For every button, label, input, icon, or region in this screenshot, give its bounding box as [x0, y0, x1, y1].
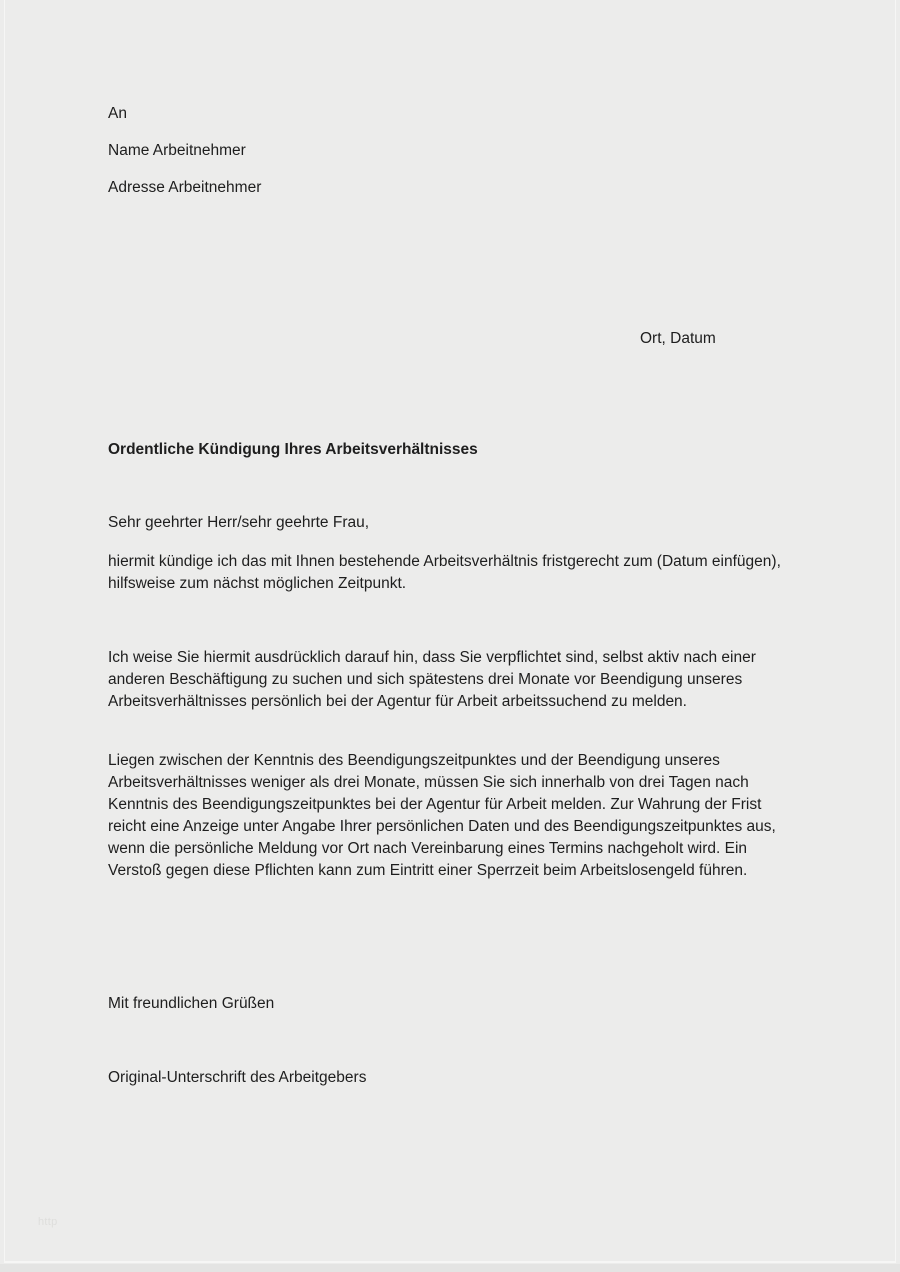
body-paragraph-obligation: Ich weise Sie hiermit ausdrücklich darauf hin, dass Sie verpflichtet sind, selbst aktiv nach einer anderen Beschäftigung zu suchen und sich spätestens drei Monate vor Beendigung unseres Arbeitsverhältnisses persönlich bei der Agentur für Arbeit arbeitssuchend zu melden.	[108, 649, 756, 710]
subject-line: Ordentliche Kündigung Ihres Arbeitsverhältnisses	[108, 441, 478, 458]
body-paragraph-notice: hiermit kündige ich das mit Ihnen bestehende Arbeitsverhältnis fristgerecht zum (Datum einfügen), hilfsweise zum nächst möglichen Zeitpunkt.	[108, 553, 781, 592]
signature-line: Original-Unterschrift des Arbeitgebers	[108, 1069, 367, 1086]
body-paragraph-deadline: Liegen zwischen der Kenntnis des Beendigungszeitpunktes und der Beendigung unseres Arbeitsverhältnisses weniger als drei Monate, müssen Sie sich innerhalb von drei Tagen nach Kenntnis des Beendigungszeitpunktes bei der Agentur für Arbeit melden. Zur Wahrung der Frist reicht eine Anzeige unter Angabe Ihrer persönlichen Daten und des Beendigungszeitpunktes aus, wenn die persönliche Meldung vor Ort nach Vereinbarung eines Termins nachgeholt wird. Ein Verstoß gegen diese Pflichten kann zum Eintritt einer Sperrzeit beim Arbeitslosengeld führen.	[108, 752, 776, 879]
page-bottom-edge	[0, 1264, 900, 1272]
salutation-line: Sehr geehrter Herr/sehr geehrte Frau,	[108, 514, 370, 531]
recipient-line-name: Name Arbeitnehmer	[108, 142, 246, 159]
footer-watermark: http	[38, 1216, 58, 1228]
recipient-line-an: An	[108, 105, 127, 122]
closing-line: Mit freundlichen Grüßen	[108, 995, 275, 1012]
place-date-line: Ort, Datum	[640, 330, 716, 347]
recipient-block	[108, 106, 261, 217]
recipient-line-address: Adresse Arbeitnehmer	[108, 179, 262, 196]
